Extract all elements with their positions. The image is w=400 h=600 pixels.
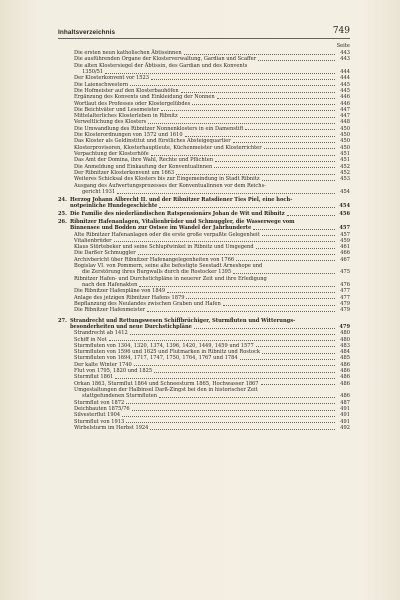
entry-page-number: 479 (340, 307, 350, 314)
dot-leader (167, 292, 335, 293)
entry-title: Der kalte Winter 1740 (74, 361, 132, 368)
dot-leader (264, 148, 335, 149)
entry-title: Sturmflut 1861 (74, 374, 114, 381)
entry-title: Silvesterflut 1904 (74, 412, 121, 419)
dot-leader (161, 110, 335, 111)
entry-title: Verweltlichung des Klosters (74, 119, 147, 126)
dot-leader (126, 403, 335, 404)
entry-page-number: 459 (340, 237, 350, 244)
entry-title: Schiff in Not (74, 336, 107, 343)
entry-title: Die Darßer Schmuggler (74, 250, 136, 257)
entry-title: Strandrecht und Rettungswesen Schiffbrüchiger, Sturmfluten und Witterungs- (70, 317, 296, 324)
entry-page-number: 484 (340, 349, 350, 356)
entry-page-number: 446 (340, 94, 350, 101)
dot-leader (186, 298, 335, 299)
dot-leader (181, 92, 335, 93)
entry-title: Die Hofmeister auf den Klosterbauhöfen (74, 87, 179, 94)
entry-title: Die Anmeldung und Einkaufung der Konventualinnen (74, 163, 213, 170)
entry-page-number: 444 (340, 75, 350, 82)
entry-title: Die Klosterordnungen von 1572 und 1610 (74, 132, 183, 139)
entry-page-number: 486 (340, 368, 350, 375)
entry-page-number: 450 (340, 125, 350, 132)
entry-title: Bogislav VI. von Pommern, seine alte befestigte Seestadt Arneshope und (74, 263, 263, 270)
entry-title: Das Kloster als Geldinstitut und fürstliches Absteigequartier (74, 138, 231, 145)
dot-leader (185, 136, 335, 137)
entry-title: Herzog Johann Albrecht II. und der Ribnitzer Ratsdiener Ties Piel, eine hoch- (70, 196, 293, 203)
entry-page-number: 451 (340, 151, 350, 157)
page-header (58, 26, 350, 39)
entry-page-number: 447 (340, 113, 350, 120)
entry-title: besonderheiten und neue Durchstichpläne (70, 323, 192, 330)
entry-title: Sturmflut von 1913 (74, 418, 125, 425)
toc-section-row (58, 203, 350, 209)
entry-title: Wirbelsturm im Herbst 1924 (74, 424, 149, 431)
entry-title: notpeinliche Hundegeschichte (70, 203, 158, 210)
dot-leader (130, 85, 335, 86)
dot-leader (214, 167, 335, 168)
entry-title: Binnensee und Bodden zur Ostsee im Wandel der Jahrhunderte (70, 225, 252, 232)
entry-title: Deichbauten 1875/76 (74, 405, 130, 412)
entry-page-number: 467 (340, 256, 350, 263)
entry-title: gericht 1931 (82, 188, 116, 195)
dot-leader (240, 359, 335, 360)
entry-page-number: 445 (340, 87, 350, 94)
running-title: Inhaltsverzeichnis (58, 29, 116, 36)
dot-leader (151, 155, 335, 156)
dot-leader (115, 378, 335, 379)
entry-page-number: 486 (340, 380, 350, 387)
entry-page-number: 479 (340, 300, 350, 307)
entry-title: Die Ribnitzer Hafenpläne von 1849 (74, 288, 166, 295)
entry-title: Klosterprovisoren, Klosterhauptleute, Küchenmeister und Klosterrichter (74, 144, 262, 151)
entry-page-number: 477 (340, 288, 350, 295)
dot-leader (130, 334, 335, 335)
entry-title: Ribnitzer Hafen- und Durchstichpläne in neuerer Zeit und ihre Erledigung (74, 275, 267, 282)
dot-leader (132, 410, 335, 411)
entry-title: Vitalienbrüder (74, 237, 112, 244)
dot-leader (154, 372, 335, 373)
entry-title: Mittelalterliches Klosterleben in Ribnitz (74, 113, 178, 120)
entry-title: die Zerstörung ihres Burgwalls durch die Rostocker 1395 (82, 269, 232, 276)
entry-title: Der Ribnitzer Klosterkonvent um 1663 (74, 169, 175, 176)
entry-title: Flut von 1795, 1820 und 1825 (74, 368, 153, 375)
entry-page-number: 486 (340, 393, 350, 400)
entry-page-number: 487 (340, 399, 350, 406)
entry-page-number: 457 (340, 231, 350, 238)
entry-page-number: 446 (340, 100, 350, 107)
dot-leader (134, 365, 335, 366)
table-of-contents (58, 50, 350, 431)
dot-leader (105, 73, 335, 74)
entry-page-number: 483 (340, 342, 350, 349)
dot-leader (147, 311, 335, 312)
entry-page-number: 450 (340, 132, 350, 139)
section-number: 26. (58, 218, 67, 225)
toc-entry-row (58, 189, 350, 195)
entry-title: Die alten Klostersiegel der Äbtissin, des Gardian und des Konvents (74, 62, 248, 69)
dot-leader (217, 98, 335, 99)
dot-leader (109, 340, 335, 341)
dot-leader (253, 229, 335, 230)
entry-title: 1350/51 (82, 68, 104, 75)
dot-leader (215, 161, 335, 162)
entry-page-number: 454 (339, 203, 350, 210)
dot-leader (184, 54, 335, 55)
entry-page-number: 457 (339, 225, 350, 232)
entry-title: Weiteres Schicksal des Klosters bis zur Eingemeindung in Stadt Ribnitz (74, 176, 260, 183)
entry-page-number: 447 (340, 106, 350, 113)
dot-leader (236, 260, 335, 261)
dot-leader (262, 180, 335, 181)
entry-page-number: 485 (340, 355, 350, 362)
entry-page-number: 450 (340, 138, 350, 145)
dot-leader (256, 248, 335, 249)
entry-page-number: 491 (340, 418, 350, 425)
entry-page-number: 491 (340, 405, 350, 412)
toc-entry-row (58, 307, 350, 313)
dot-leader (150, 429, 335, 430)
entry-page-number: 448 (340, 119, 350, 126)
dot-leader (192, 104, 335, 105)
entry-title: Der Klosterkonvent vor 1523 (74, 75, 149, 82)
dot-leader (245, 129, 335, 130)
entry-title: Sturmfluten von 1596 und 1625 und Flutmarken in Ribnitz und Rostock (74, 349, 260, 356)
entry-title: Ausgang des Aufwertungsprozesses der Konventualinnen vor dem Reichs- (74, 182, 266, 189)
entry-title: nach den Hafenakten (82, 282, 138, 289)
entry-title: Sturmfluten von 1304, 1320, 1374, 1396, 1420, 1449, 1459 und 1577 (74, 342, 254, 349)
entry-title: Archivbericht über Ribnitzer Hafenangelegenheiten von 1766 (74, 256, 235, 263)
entry-page-number: 444 (340, 68, 350, 75)
dot-leader (114, 241, 335, 242)
entry-title: Ergänzung des Konvents und Einkleidung der Nonnen (74, 94, 215, 101)
entry-title: Die Familie des niederländischen Ratspensionärs Johan de Wit und Ribnitz (70, 211, 285, 217)
dot-leader (233, 142, 335, 143)
section-number: 24. (58, 196, 67, 203)
entry-page-number: 491 (340, 412, 350, 419)
entry-title: Alte Ribnitzer Hafenanlagen oder die erste große verpaßte Gelegenheit (74, 231, 260, 238)
toc-entry-row (58, 425, 350, 431)
entry-title: Die Umwandlung des Ribnitzer Nonnenklosters in ein Damenstift (74, 125, 244, 132)
entry-page-number: 452 (340, 169, 350, 176)
entry-title: Klaus Störtebeker und seine Schlupfwinkel in Ribnitz und Umgegend (74, 244, 254, 251)
dot-leader (256, 346, 335, 347)
entry-title: Die Ribnitzer Hafenmeister (74, 307, 146, 314)
entry-page-number: 443 (340, 50, 350, 56)
seite-column-label: Seite (336, 43, 350, 49)
dot-leader (258, 60, 335, 61)
dot-leader (122, 416, 335, 417)
entry-page-number: 461 (340, 244, 350, 251)
entry-page-number: 443 (340, 56, 350, 63)
dot-leader (148, 123, 335, 124)
section-number: 27. (58, 317, 67, 324)
entry-title: Sturmfluten von 1694, 1717, 1747, 1750, 1764, 1767 und 1784 (74, 355, 238, 362)
entry-page-number: 456 (339, 211, 350, 217)
dot-leader (139, 286, 335, 287)
dot-leader (138, 254, 335, 255)
dot-leader (194, 328, 335, 329)
dot-leader (159, 207, 335, 208)
dot-leader (262, 353, 335, 354)
entry-title: Bepflanzung des Neulandes zwischen Graben und Hafen (74, 300, 221, 307)
entry-page-number: 480 (340, 336, 350, 343)
entry-title: Das Amt der Domina, ihre Wahl, Rechte und Pflichten (74, 157, 214, 164)
entry-title: Umgestaltungen der Halbinsel Darß-Zingst bei den in historischer Zeit (74, 387, 258, 394)
entry-title: Sturmflut von 1872 (74, 399, 125, 406)
section-number: 25. (58, 211, 67, 217)
dot-leader (261, 384, 335, 385)
entry-page-number: 486 (340, 361, 350, 368)
entry-page-number: 445 (340, 81, 350, 88)
entry-title: Anlage des jetzigen Ribnitzer Hafens 1879 (74, 294, 185, 301)
entry-title: stattgefundenen Sturmfluten (82, 393, 158, 400)
entry-title: Strandrecht ab 1412 (74, 330, 128, 337)
entry-page-number: 450 (340, 144, 350, 151)
dot-leader (126, 422, 335, 423)
page-number: 749 (332, 26, 350, 36)
entry-title: Wortlaut des Professes oder Klostergelübdes (74, 100, 191, 107)
entry-page-number: 451 (340, 157, 350, 164)
entry-page-number: 453 (340, 176, 350, 183)
entry-page-number: 454 (340, 188, 350, 195)
dot-leader (180, 117, 335, 118)
entry-title: Ribnitzer Hafenanlagen, Vitalienbrüder und Schmuggler, die Wasserwege vom (70, 218, 295, 225)
entry-page-number: 486 (340, 374, 350, 381)
dot-leader (287, 215, 335, 216)
entry-page-number: 475 (340, 269, 350, 276)
entry-page-number: 466 (340, 250, 350, 257)
entry-title: Orkan 1863, Sturmflut 1864 und Schneesturm 1865, Hochwasser 1867 (74, 380, 259, 387)
entry-page-number: 476 (340, 282, 350, 289)
entry-page-number: 477 (340, 294, 350, 301)
entry-page-number: 452 (340, 163, 350, 170)
entry-title: Die ausführenden Organe der Klosterverwaltung, Gardian und Scaffer (74, 56, 257, 63)
dot-leader (151, 79, 335, 80)
entry-title: Die Laienschwestern (74, 81, 129, 88)
entry-title: Verpachtung der Klosterhöfe (74, 151, 149, 157)
dot-leader (262, 235, 335, 236)
dot-leader (159, 397, 335, 398)
entry-title: Die Beichtväter und Lesemeister (74, 106, 159, 113)
entry-page-number: 480 (340, 330, 350, 337)
entry-title: Die ersten neun katholischen Äbtissinnen (74, 50, 182, 56)
dot-leader (223, 305, 335, 306)
entry-page-number: 492 (340, 424, 350, 431)
dot-leader (176, 174, 335, 175)
entry-page-number: 479 (339, 323, 350, 330)
toc-section-row (58, 211, 350, 217)
dot-leader (117, 193, 335, 194)
dot-leader (233, 273, 335, 274)
